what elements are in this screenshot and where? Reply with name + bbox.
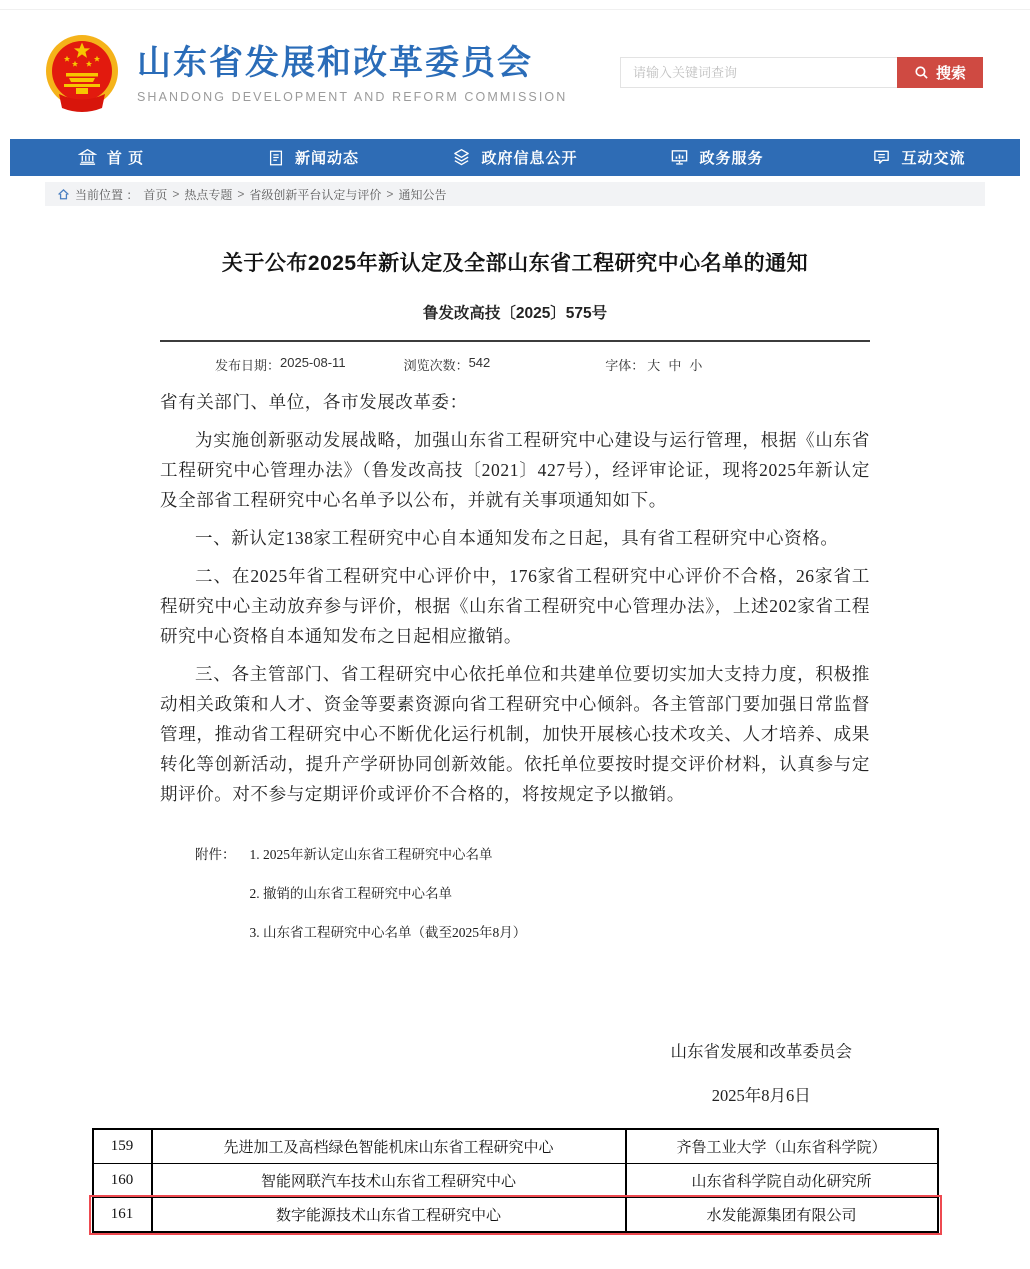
document-meta: [160, 355, 870, 374]
home-icon: [57, 188, 70, 201]
page-top-divider: [0, 0, 1030, 10]
nav-item-news[interactable]: [212, 139, 414, 176]
paragraph: 一、新认定138家工程研究中心自本通知发布之日起，具有省工程研究中心资格。: [195, 528, 839, 548]
publish-date: 发布日期： 2025-08-11: [215, 355, 346, 373]
search-icon: [914, 65, 929, 80]
organization-cell: 水发能源集团有限公司: [625, 1198, 937, 1231]
row-number-cell: 159: [110, 1138, 134, 1154]
chat-icon: [872, 148, 891, 167]
document-number: 鲁发改高技〔2025〕575号: [422, 305, 608, 322]
attachment-list: [250, 843, 527, 960]
center-name-cell: 智能网联汽车技术山东省工程研究中心: [151, 1164, 625, 1197]
page-title: 关于公布2025年新认定及全部山东省工程研究中心名单的通知: [221, 252, 809, 275]
center-name-cell: 先进加工及高档绿色智能机床山东省工程研究中心: [151, 1130, 625, 1163]
breadcrumb-prefix: 当前位置 ：: [75, 187, 139, 202]
national-emblem-icon: [45, 34, 119, 114]
nav-item-interaction[interactable]: [818, 139, 1020, 176]
nav-item-label: 首 页: [106, 150, 145, 167]
signature-block: [671, 1038, 853, 1106]
search-bar: [620, 57, 983, 88]
paragraph: 三、各主管部门、省工程研究中心依托单位和共建单位要切实加大支持力度，积极推动相关政策和人才、资金等要素资源向省工程研究中心倾斜。各主管部门要加强日常监督管理，推动省工程研究中心不断优化运行机制，加快开展核心技术攻关、人才培养、成果转化等创新活动，提升产学研协同创新效能。依托单位要按时提交评价材料，认真参与定期评价。对不参与定期评价或评价不合格的，将按规定予以撤销。: [160, 664, 870, 804]
breadcrumb-item-topics[interactable]: 热点专题: [184, 187, 233, 202]
center-list-table-wrap: [92, 1128, 939, 1233]
font-size-large[interactable]: 大: [647, 358, 661, 373]
search-button[interactable]: [897, 57, 983, 88]
breadcrumb-separator: >: [237, 187, 245, 201]
attachment-link-2[interactable]: 2. 撤销的山东省工程研究中心名单: [249, 886, 452, 901]
site-header: [0, 10, 1030, 139]
search-button-label: 搜索: [935, 65, 966, 82]
font-size-medium[interactable]: 中: [668, 358, 682, 373]
title-divider: [160, 340, 870, 342]
search-input[interactable]: [620, 57, 897, 88]
news-icon: [267, 149, 285, 167]
paragraph: 为实施创新驱动发展战略，加强山东省工程研究中心建设与运行管理，根据《山东省工程研究中心管理办法》（鲁发改高技〔2021〕427号），经评审论证，现将2025年新认定及全部省工程研究中心名单予以公布，并就有关事项通知如下。: [160, 430, 870, 510]
nav-item-label: 互动交流: [901, 150, 966, 167]
center-name-cell: 数字能源技术山东省工程研究中心: [151, 1198, 625, 1231]
nav-item-label: 政务服务: [699, 150, 764, 167]
table-row-highlighted: [94, 1197, 937, 1231]
view-count: 浏览次数： 542: [403, 355, 491, 373]
row-number-cell: 160: [110, 1172, 134, 1188]
font-size-control: 字体： 大 中 小: [605, 355, 702, 374]
attachment-link-1[interactable]: 1. 2025年新认定山东省工程研究中心名单: [249, 847, 493, 862]
nav-item-home[interactable]: [10, 139, 212, 176]
attachments: [160, 843, 870, 960]
site-title: 山东省发展和改革委员会: [137, 43, 533, 82]
attachments-label: 附件：: [195, 847, 236, 862]
breadcrumb-separator: >: [172, 187, 180, 201]
signature-date: 2025年8月6日: [711, 1086, 811, 1105]
breadcrumb-separator: >: [386, 187, 394, 201]
breadcrumb-item-platform[interactable]: 省级创新平台认定与评价: [249, 187, 382, 202]
nav-item-services[interactable]: [616, 139, 818, 176]
center-list-table: [92, 1128, 939, 1233]
signature: [160, 1038, 870, 1106]
breadcrumb: [45, 182, 985, 206]
attachment-link-3[interactable]: 3. 山东省工程研究中心名单（截至2025年8月）: [249, 925, 527, 940]
nav-item-label: 政府信息公开: [481, 150, 578, 167]
signature-org: 山东省发展和改革委员会: [670, 1042, 852, 1061]
site-subtitle: SHANDONG DEVELOPMENT AND REFORM COMMISSION: [137, 90, 568, 105]
document-area: [160, 247, 870, 1106]
layers-icon: [452, 148, 471, 167]
main-nav: [10, 139, 1020, 176]
monitor-icon: [670, 148, 689, 167]
table-row: [94, 1163, 937, 1197]
document-body: [160, 387, 870, 809]
organization-cell: 山东省科学院自动化研究所: [625, 1164, 937, 1197]
salutation: 省有关部门、单位，各市发展改革委：: [160, 392, 468, 412]
row-number-cell: 161: [110, 1206, 134, 1222]
breadcrumb-item-home[interactable]: 首页: [143, 187, 168, 202]
paragraph: 二、在2025年省工程研究中心评价中，176家省工程研究中心评价不合格，26家省工程研究中心主动放弃参与评价，根据《山东省工程研究中心管理办法》，上述202家省工程研究中心资格自本通知发布之日起相应撤销。: [160, 566, 870, 646]
breadcrumb-item-notices[interactable]: 通知公告: [398, 187, 447, 202]
home-building-icon: [78, 148, 97, 167]
organization-cell: 齐鲁工业大学（山东省科学院）: [625, 1130, 937, 1163]
font-size-small[interactable]: 小: [689, 358, 703, 373]
site-title-block: [137, 44, 567, 104]
nav-item-gov-info[interactable]: [414, 139, 616, 176]
site-logo[interactable]: [45, 34, 567, 114]
nav-item-label: 新闻动态: [294, 150, 359, 167]
table-row: [94, 1130, 937, 1163]
